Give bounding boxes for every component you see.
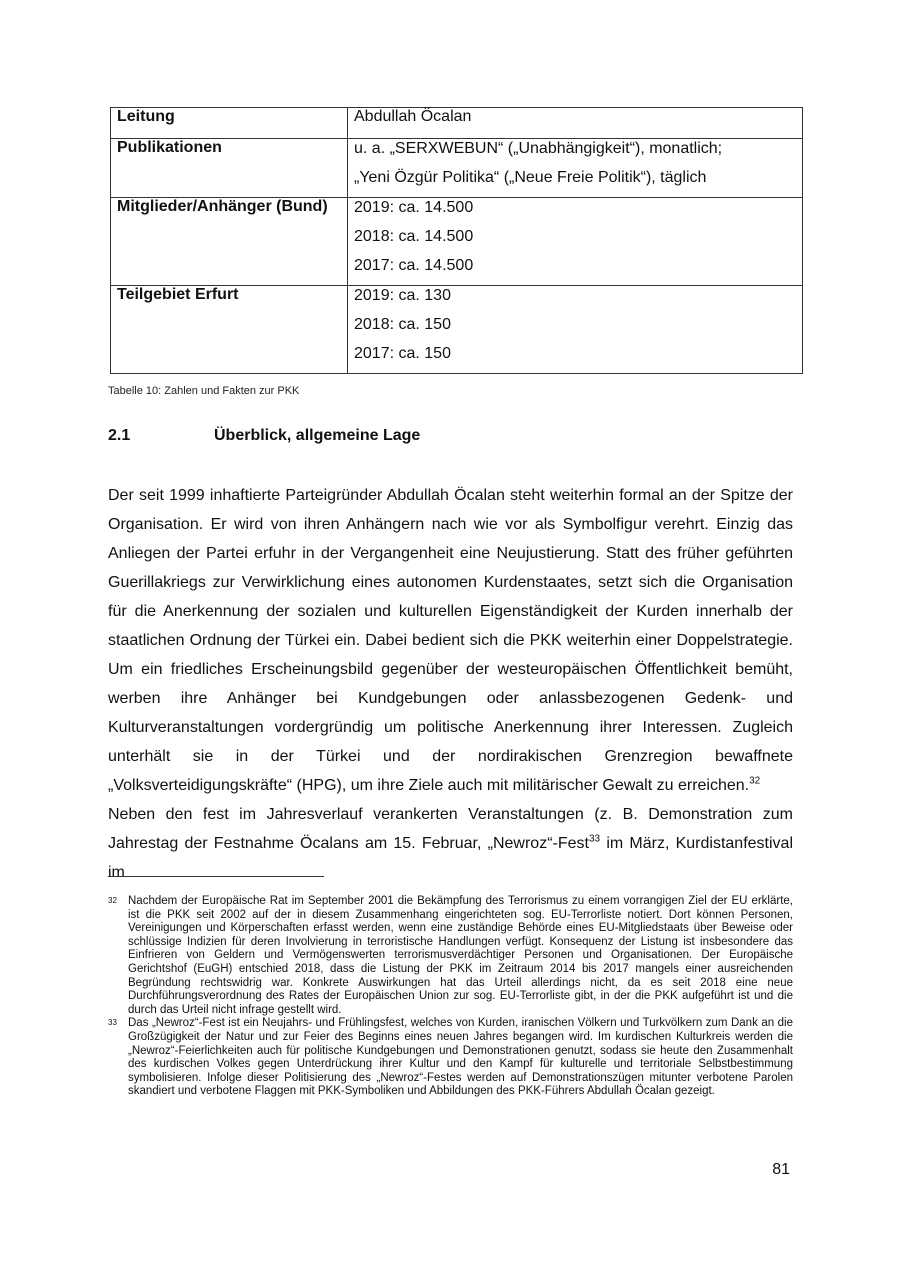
footnote-separator (108, 876, 324, 877)
table-value-line: Abdullah Öcalan (354, 108, 472, 125)
footnote-number: 32 (108, 896, 117, 905)
table-row (111, 139, 803, 198)
table-value (348, 198, 803, 286)
table-value-line: 2019: ca. 14.500 (354, 199, 474, 216)
footnote-ref[interactable]: 32 (749, 775, 761, 787)
footnote-text: Nachdem der Europäische Rat im September 2001 die Bekämpfung des Terrorismus zu einem vorrangigen Ziel der EU erklärte, ist die PKK seit 2002 auf der in diesem Zusammenhang eingerichteten sog. EU-Terrorliste notiert. Dort können Personen, Vereinigungen und Körperschaften erfasst werden, wenn eine zuständige Behörde eines EU-Mitgliedstaats über Beweise oder schlüssige Indizien für deren Involvierung in terroristische Handlungen verfügt. Konsequenz der Listung ist insbesondere das Einfrieren von Geldern und Vermögenswerten terrorismusverdächtiger Personen und Organisationen. Der Europäische Gerichtshof (EuGH) entschied 2018, dass die Listung der PKK im Zeitraum 2014 bis 2017 mangels einer ausreichenden Begründung rechtswidrig war. Konkrete Auswirkungen hat das Urteil allerdings nicht, da es seit 2018 eine neue Durchführungsverordnung des Rates der Europäischen Union zur sog. EU-Terrorliste gibt, in der die PKK aufgeführt ist und die durch das Urteil nicht infrage gestellt wird. (128, 895, 793, 1016)
facts-table (110, 107, 803, 374)
paragraph-text: Der seit 1999 inhaftierte Parteigründer Abdullah Öcalan steht weiterhin formal an der Spitze der Organisation. Er wird von ihren Anhängern nach wie vor als Symbolfigur verehrt. Einzig das Anliegen der Partei erfuhr in der Vergangenheit eine Neujustierung. Statt des früher geführten Guerillakriegs zur Verwirklichung eines autonomen Kurdenstaates, setzt sich die Organisation für die Anerkennung der sozialen und kulturellen Eigenständigkeit der Kurden innerhalb der staatlichen Ordnung der Türkei ein. Dabei bedient sich die PKK weiterhin einer Doppelstrategie. Um ein friedliches Erscheinungsbild gegenüber der westeuropäischen Öffentlichkeit bemüht, werben ihre Anhänger bei Kundgebungen oder anlassbezogenen Gedenk- und Kulturveranstaltungen vordergründig um politische Anerkennung ihrer Interessen. Zugleich unterhält sie in der Türkei und der nordirakischen Grenzregion bewaffnete „Volksverteidigungskräfte“ (HPG), um ihre Ziele auch mit militärischer Gewalt zu erreichen. (108, 487, 793, 794)
footnote-text: Das „Newroz“-Fest ist ein Neujahrs- und Frühlingsfest, welches von Kurden, iranischen Völkern und Turkvölkern zum Dank an die Großzügigkeit der Natur und zur Feier des Beginns eines neuen Jahres begangen wird. Im kurdischen Kulturkreis werden die „Newroz“-Feierlichkeiten auch für politische Kundgebungen und Demonstrationen genutzt, sodass sie heute den Zusammenhalt des kurdischen Volkes gegen Unterdrückung ihrer Kultur und den Kampf für kulturelle und territoriale Selbstbestimmung symbolisieren. Infolge dieser Politisierung des „Newroz“-Festes werden auf Demonstrationszügen mitunter verbotene Parolen skandiert und verbotene Flaggen mit PKK-Symboliken und Abbildungen des PKK-Führers Abdullah Öcalan gezeigt. (128, 1017, 793, 1098)
paragraph-text: Neben den fest im Jahresverlauf verankerten Veranstaltungen (z. B. Demonstration zum Jahrestag der Festnahme Öcalans am 15. Februar, „Newroz“-Fest (108, 806, 793, 852)
table-value-line: 2019: ca. 130 (354, 287, 451, 304)
table-row (111, 108, 803, 139)
table-key: Mitglieder/Anhänger (Bund) (111, 198, 348, 286)
paragraph-text: im März, Kurdistanfestival im (108, 835, 794, 881)
footnotes (108, 895, 793, 1099)
table-key: Publikationen (111, 139, 348, 198)
table-value-line: 2017: ca. 14.500 (354, 257, 474, 274)
section-heading (108, 427, 420, 445)
section-number: 2.1 (108, 427, 131, 444)
paragraph (108, 800, 793, 887)
section-title: Überblick, allgemeine Lage (214, 427, 421, 444)
table-caption: Tabelle 10: Zahlen und Fakten zur PKK (108, 385, 300, 397)
footnote-ref[interactable]: 33 (588, 833, 601, 845)
table-row (111, 286, 803, 374)
footnote (108, 1017, 793, 1099)
table-value-line: 2018: ca. 150 (354, 316, 451, 333)
table-value (348, 139, 803, 198)
footnote-number: 33 (108, 1018, 117, 1028)
table-value-line: 2017: ca. 150 (354, 345, 451, 362)
table-value-line: u. a. „SERXWEBUN“ („Unabhängigkeit“), monatlich; (354, 140, 723, 157)
table-value (348, 108, 803, 139)
table-key: Leitung (111, 108, 348, 139)
table-row (111, 198, 803, 286)
footnote (108, 895, 793, 1017)
body-text (108, 481, 793, 887)
table-value-line: „Yeni Özgür Politika“ („Neue Freie Politik“), täglich (354, 169, 707, 186)
table-value (348, 286, 803, 374)
table-key: Teilgebiet Erfurt (111, 286, 348, 374)
page-number: 81 (772, 1161, 790, 1178)
paragraph (108, 481, 793, 800)
table-value-line: 2018: ca. 14.500 (354, 228, 474, 245)
